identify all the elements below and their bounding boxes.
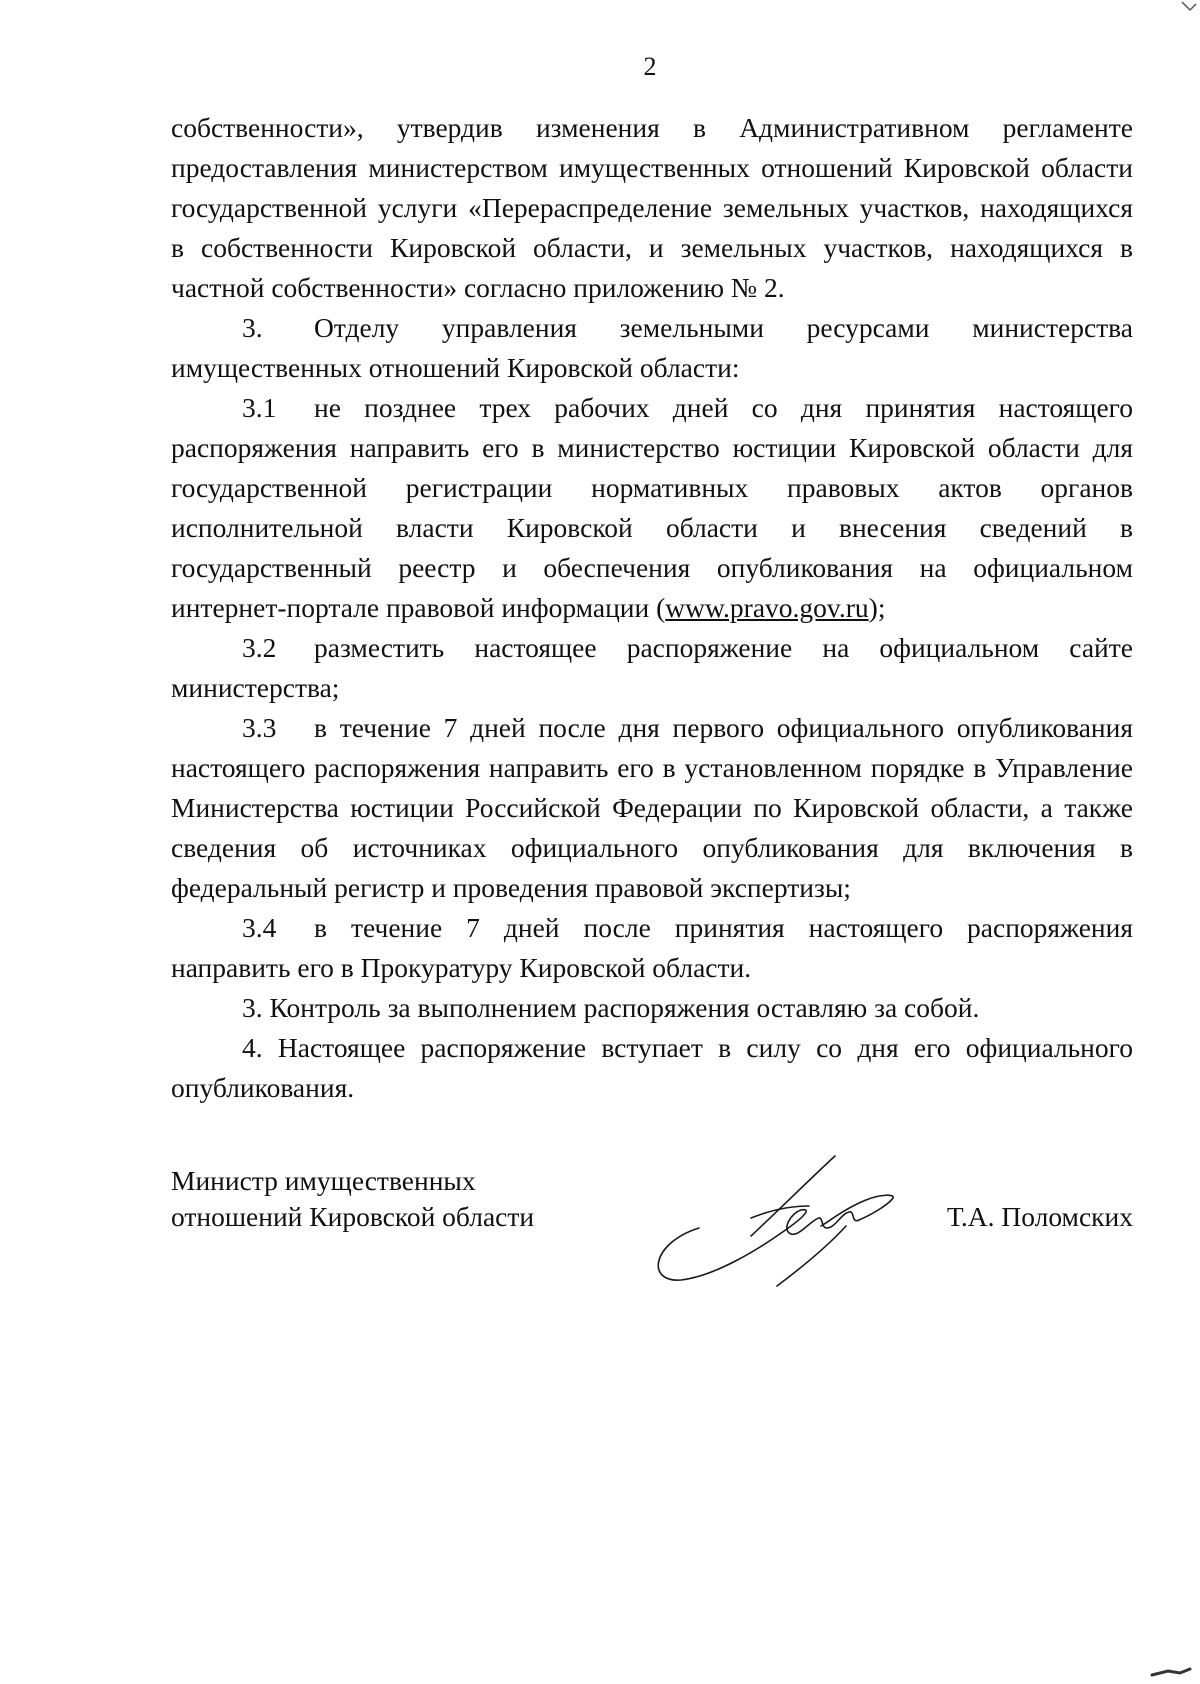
paragraph-item-3-4 — [171, 908, 1133, 988]
paragraph-text: 3. Контроль за выполнением распоряжения оставляю за собой. — [242, 992, 980, 1023]
paragraph-text: собственности», утвердив изменения в Административном регламенте предоставления министерством имущественных отношений Кировской области государственной услуги «Перераспределение земельных участков, находящихся в собственности Кировской области, и земельных участков, находящихся в частной собственности» согласно приложению № 2. — [171, 112, 1133, 303]
paragraph-text: разместить настоящее распоряжение на официальном сайте министерства; — [171, 632, 1133, 703]
signatory-title-line-2: отношений Кировской области — [171, 1201, 535, 1232]
paragraph-item-3-1 — [171, 388, 1133, 628]
document-body — [171, 108, 1133, 1108]
paragraph-item-4 — [171, 1028, 1133, 1108]
page-number: 2 — [643, 52, 657, 81]
handwritten-signature — [641, 1148, 901, 1298]
signatory-name: Т.А. Поломских — [946, 1201, 1133, 1232]
item-number: 3.2 — [242, 632, 277, 663]
paragraph-control — [171, 988, 1133, 1028]
paragraph-item-3-3 — [171, 708, 1133, 908]
paragraph-item-3 — [171, 308, 1133, 388]
signature-block — [171, 1163, 1133, 1293]
paragraph-intro — [171, 108, 1133, 308]
paragraph-text: в течение 7 дней после дня первого официального опубликования настоящего распоряжения направить его в установленном порядке в Управление Министерства юстиции Российской Федерации по Кировской области, а также сведения об источниках официального опубликования для включения в федеральный регистр и проведения правовой экспертизы; — [171, 712, 1133, 903]
paragraph-item-3-2 — [171, 628, 1133, 708]
paragraph-text-end: ); — [868, 592, 886, 623]
item-number: 3.1 — [242, 392, 277, 423]
signatory-title-line-1: Министр имущественных — [171, 1165, 476, 1196]
scan-edge-mark — [1150, 1655, 1195, 1680]
item-number: 3. — [242, 312, 263, 343]
item-number: 3.4 — [242, 912, 277, 943]
paragraph-text: не позднее трех рабочих дней со дня принятия настоящего распоряжения направить его в министерство юстиции Кировской области для государственной регистрации нормативных правовых актов органов исполнительной власти Кировской области и внесения сведений в государственный реестр и обеспечения опубликования на официальном интернет-портале правовой информации ( — [171, 392, 1133, 623]
paragraph-text: Отделу управления земельными ресурсами министерства имущественных отношений Кировской области: — [171, 312, 1133, 383]
pravo-gov-link[interactable]: www.pravo.gov.ru — [665, 592, 869, 623]
paragraph-text: 4. Настоящее распоряжение вступает в силу со дня его официального опубликования. — [171, 1032, 1133, 1103]
item-number: 3.3 — [242, 712, 277, 743]
signatory-title — [171, 1163, 534, 1235]
paragraph-text: в течение 7 дней после принятия настоящего распоряжения направить его в Прокуратуру Кировской области. — [171, 912, 1133, 983]
scan-edge-mark-top — [1180, 0, 1198, 14]
